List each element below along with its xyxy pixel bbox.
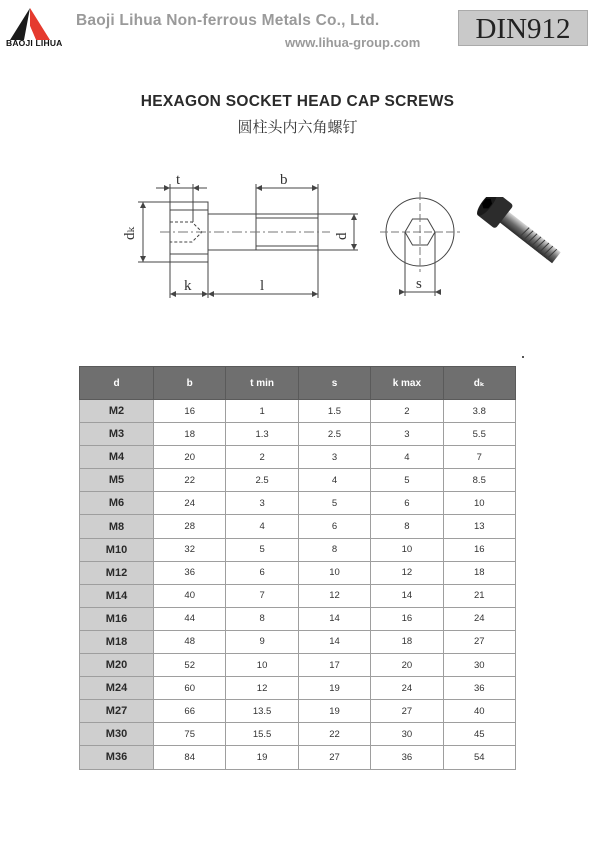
table-row <box>80 400 516 423</box>
table-cell: 1 <box>226 400 298 423</box>
column-header: dₖ <box>443 367 515 400</box>
table-cell: 44 <box>154 607 226 630</box>
table-row <box>80 654 516 677</box>
table-cell: 3.8 <box>443 400 515 423</box>
column-header: s <box>298 367 370 400</box>
size-cell: M8 <box>80 515 154 538</box>
column-header: d <box>80 367 154 400</box>
table-cell: 5 <box>298 492 370 515</box>
table-cell: 13 <box>443 515 515 538</box>
table-cell: 18 <box>371 630 443 653</box>
table-cell: 19 <box>298 700 370 723</box>
column-header: t min <box>226 367 298 400</box>
table-row <box>80 746 516 769</box>
table-cell: 36 <box>443 677 515 700</box>
table-cell: 5.5 <box>443 423 515 446</box>
table-cell: 6 <box>371 492 443 515</box>
dim-label-l: l <box>260 278 265 294</box>
table-cell: 14 <box>371 584 443 607</box>
table-cell: 48 <box>154 630 226 653</box>
table-cell: 84 <box>154 746 226 769</box>
size-cell: M30 <box>80 723 154 746</box>
size-cell: M18 <box>80 630 154 653</box>
table-cell: 30 <box>371 723 443 746</box>
table-cell: 32 <box>154 538 226 561</box>
table-cell: 40 <box>154 584 226 607</box>
table-cell: 19 <box>298 677 370 700</box>
table-cell: 20 <box>371 654 443 677</box>
table-cell: 7 <box>226 584 298 607</box>
table-cell: 15.5 <box>226 723 298 746</box>
table-cell: 22 <box>154 469 226 492</box>
dim-label-dk: dₖ <box>122 227 138 240</box>
dim-label-s: s <box>416 276 422 292</box>
table-cell: 36 <box>154 561 226 584</box>
table-cell: 16 <box>443 538 515 561</box>
dimension-table <box>79 366 516 770</box>
table-row <box>80 561 516 584</box>
table-cell: 3 <box>226 492 298 515</box>
table-cell: 12 <box>371 561 443 584</box>
dim-label-k: k <box>184 278 192 294</box>
table-cell: 8 <box>371 515 443 538</box>
dim-label-b: b <box>280 172 288 188</box>
table-cell: 27 <box>298 746 370 769</box>
table-cell: 36 <box>371 746 443 769</box>
table-cell: 40 <box>443 700 515 723</box>
size-cell: M10 <box>80 538 154 561</box>
dim-label-t: t <box>176 172 181 188</box>
table-cell: 1.5 <box>298 400 370 423</box>
table-cell: 45 <box>443 723 515 746</box>
table-cell: 18 <box>154 423 226 446</box>
table-cell: 3 <box>371 423 443 446</box>
table-cell: 5 <box>226 538 298 561</box>
table-cell: 8 <box>298 538 370 561</box>
table-row <box>80 469 516 492</box>
table-cell: 75 <box>154 723 226 746</box>
table-cell: 28 <box>154 515 226 538</box>
size-cell: M20 <box>80 654 154 677</box>
table-cell: 2 <box>371 400 443 423</box>
table-cell: 14 <box>298 630 370 653</box>
table-cell: 10 <box>443 492 515 515</box>
table-cell: 16 <box>154 400 226 423</box>
table-cell: 13.5 <box>226 700 298 723</box>
company-website: www.lihua-group.com <box>285 35 421 50</box>
size-cell: M4 <box>80 446 154 469</box>
table-cell: 19 <box>226 746 298 769</box>
table-row <box>80 492 516 515</box>
table-row <box>80 446 516 469</box>
table-row <box>80 423 516 446</box>
table-cell: 21 <box>443 584 515 607</box>
size-cell: M2 <box>80 400 154 423</box>
table-cell: 66 <box>154 700 226 723</box>
table-row <box>80 700 516 723</box>
table-cell: 7 <box>443 446 515 469</box>
table-cell: 27 <box>443 630 515 653</box>
scan-speck <box>522 356 524 358</box>
table-header-row <box>80 367 516 400</box>
table-row <box>80 630 516 653</box>
column-header: k max <box>371 367 443 400</box>
size-cell: M3 <box>80 423 154 446</box>
page-subtitle-chinese: 圆柱头内六角螺钉 <box>237 118 358 136</box>
table-cell: 16 <box>371 607 443 630</box>
table-cell: 12 <box>226 677 298 700</box>
table-row <box>80 723 516 746</box>
size-cell: M5 <box>80 469 154 492</box>
table-cell: 14 <box>298 607 370 630</box>
table-cell: 3 <box>298 446 370 469</box>
size-cell: M6 <box>80 492 154 515</box>
page-title: HEXAGON SOCKET HEAD CAP SCREWS <box>140 93 455 110</box>
table-cell: 30 <box>443 654 515 677</box>
logo-caption: BAOJI LIHUA <box>6 38 63 48</box>
table-cell: 54 <box>443 746 515 769</box>
size-cell: M16 <box>80 607 154 630</box>
table-cell: 1.3 <box>226 423 298 446</box>
table-cell: 18 <box>443 561 515 584</box>
size-cell: M36 <box>80 746 154 769</box>
table-cell: 24 <box>154 492 226 515</box>
table-cell: 9 <box>226 630 298 653</box>
size-cell: M24 <box>80 677 154 700</box>
size-cell: M27 <box>80 700 154 723</box>
table-cell: 24 <box>371 677 443 700</box>
table-cell: 2 <box>226 446 298 469</box>
table-cell: 60 <box>154 677 226 700</box>
screw-product-photo <box>477 197 572 287</box>
size-cell: M14 <box>80 584 154 607</box>
column-header: b <box>154 367 226 400</box>
table-cell: 6 <box>298 515 370 538</box>
table-row <box>80 584 516 607</box>
table-cell: 17 <box>298 654 370 677</box>
table-cell: 22 <box>298 723 370 746</box>
table-cell: 8.5 <box>443 469 515 492</box>
table-cell: 10 <box>226 654 298 677</box>
table-cell: 2.5 <box>226 469 298 492</box>
table-cell: 10 <box>371 538 443 561</box>
table-cell: 4 <box>298 469 370 492</box>
table-row <box>80 607 516 630</box>
standard-badge: DIN912 <box>458 10 588 46</box>
table-row <box>80 677 516 700</box>
table-row <box>80 515 516 538</box>
table-cell: 52 <box>154 654 226 677</box>
table-cell: 4 <box>371 446 443 469</box>
table-cell: 5 <box>371 469 443 492</box>
table-cell: 12 <box>298 584 370 607</box>
table-cell: 10 <box>298 561 370 584</box>
table-cell: 24 <box>443 607 515 630</box>
table-cell: 27 <box>371 700 443 723</box>
size-cell: M12 <box>80 561 154 584</box>
table-row <box>80 538 516 561</box>
table-cell: 4 <box>226 515 298 538</box>
table-cell: 6 <box>226 561 298 584</box>
dim-label-d: d <box>334 232 350 240</box>
table-cell: 8 <box>226 607 298 630</box>
table-cell: 20 <box>154 446 226 469</box>
company-name: Baoji Lihua Non-ferrous Metals Co., Ltd. <box>76 12 380 29</box>
table-cell: 2.5 <box>298 423 370 446</box>
